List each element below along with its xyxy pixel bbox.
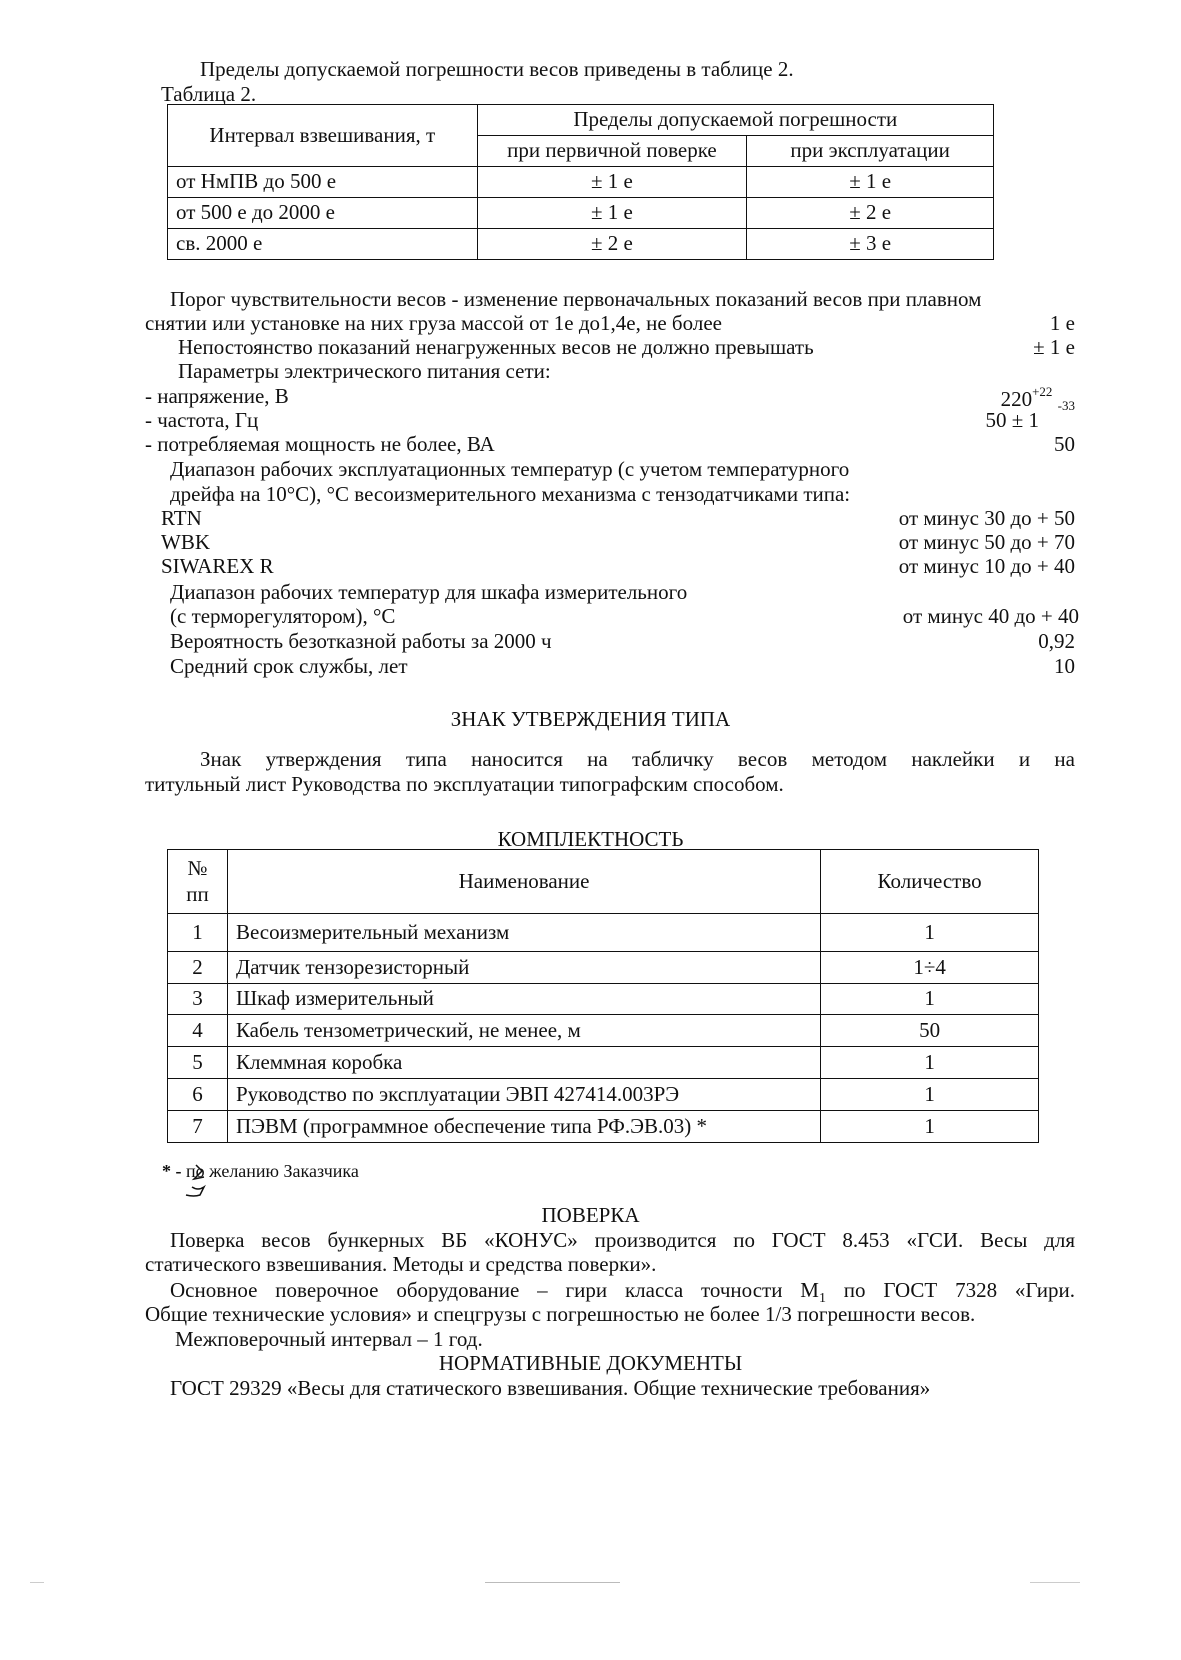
consumption-value: 50 <box>1054 432 1075 456</box>
scan-line-artifact <box>485 1582 620 1583</box>
temp-line2: дрейфа на 10°С), °С весоизмерительного механизма с тензодатчиками типа: <box>170 482 851 506</box>
cabinet-line1: Диапазон рабочих температур для шкафа измерительного <box>170 580 688 604</box>
table2-head-limits: Пределы допускаемой погрешности <box>477 105 993 136</box>
sensor-name: WBK <box>161 530 210 554</box>
reliability-label: Вероятность безотказной работы за 2000 ч <box>170 629 552 653</box>
verification-p1-line1: Поверка весов бункерных ВБ «КОНУС» производится по ГОСТ 8.453 «ГСИ. Весы для <box>170 1228 1075 1252</box>
sensor-name: RTN <box>161 506 202 530</box>
power-title: Параметры электрического питания сети: <box>178 359 551 383</box>
cabinet-value: от минус 40 до + 40 <box>902 604 1079 628</box>
sensor-name: SIWAREX R <box>161 554 274 578</box>
threshold-label: снятии или установке на них груза массой от 1е до1,4е, не более <box>145 311 722 335</box>
verification-heading: ПОВЕРКА <box>541 1203 640 1227</box>
threshold-value: 1 е <box>1049 311 1075 335</box>
table2-primary: ± 1 е <box>477 167 747 198</box>
item-num: 2 <box>168 952 228 984</box>
table2-interval: от 500 е до 2000 е <box>168 198 478 229</box>
item-num: 7 <box>168 1111 228 1143</box>
table2-head-interval: Интервал взвешивания, т <box>168 105 478 167</box>
item-qty: 1 <box>821 1079 1039 1111</box>
table-row <box>168 1111 1039 1143</box>
item-qty: 1 <box>821 914 1039 952</box>
footnote <box>162 1161 359 1183</box>
completeness-head-num: № пп <box>168 850 228 914</box>
item-qty: 1 <box>821 984 1039 1015</box>
sensor-range: от минус 10 до + 40 <box>898 554 1075 578</box>
item-name: Руководство по эксплуатации ЭВП 427414.003РЭ <box>227 1079 820 1111</box>
completeness-head-name: Наименование <box>227 850 820 914</box>
table-row <box>168 1047 1039 1079</box>
table2-head-primary: при первичной поверке <box>477 136 747 167</box>
sensor-row <box>161 506 1075 531</box>
item-qty: 1 <box>821 1111 1039 1143</box>
freq-value: 50 ± 1 <box>985 408 1039 432</box>
table-row <box>168 167 994 198</box>
temp-line1: Диапазон рабочих эксплуатационных температур (с учетом температурного <box>170 457 850 481</box>
table2-primary: ± 2 е <box>477 229 747 260</box>
footnote-text-group <box>186 1161 359 1183</box>
item-num: 4 <box>168 1015 228 1047</box>
voltage-value: 220 <box>1000 387 1033 411</box>
item-num: 1 <box>168 914 228 952</box>
table2-head-operation: при эксплуатации <box>747 136 994 167</box>
verification-p2-a: Основное поверочное оборудование – гири класса точности М <box>170 1278 819 1302</box>
sensor-row <box>161 530 1075 555</box>
table2-caption: Таблица 2. <box>161 82 257 106</box>
instability-row <box>178 335 1075 360</box>
handwritten-mark-icon <box>182 1163 212 1197</box>
table-row <box>168 198 994 229</box>
instability-label: Непостоянство показаний ненагруженных весов не должно превышать <box>178 335 814 359</box>
item-num: 3 <box>168 984 228 1015</box>
table-row <box>168 1015 1039 1047</box>
verification-p2-line2: Общие технические условия» и спецгрузы с погрешностью не более 1/3 погрешности весов. <box>145 1302 976 1326</box>
voltage-plus: +22 <box>1032 384 1053 399</box>
table2-interval: от НмПВ до 500 е <box>168 167 478 198</box>
table2-interval: св. 2000 е <box>168 229 478 260</box>
sensor-range: от минус 50 до + 70 <box>898 530 1075 554</box>
scan-line-artifact <box>30 1582 44 1583</box>
table2-operation: ± 3 е <box>747 229 994 260</box>
consumption-row <box>145 432 1075 457</box>
table-row <box>168 914 1039 952</box>
type-mark-line1: Знак утверждения типа наносится на табличку весов методом наклейки и на <box>200 747 1075 771</box>
lifetime-label: Средний срок службы, лет <box>170 654 408 678</box>
lifetime-row <box>170 654 1075 679</box>
verification-interval: Межповерочный интервал – 1 год. <box>175 1327 483 1351</box>
table-row <box>168 1079 1039 1111</box>
item-qty: 1 <box>821 1047 1039 1079</box>
item-num: 6 <box>168 1079 228 1111</box>
reliability-row <box>170 629 1075 654</box>
sensor-range: от минус 30 до + 50 <box>898 506 1075 530</box>
freq-label: - частота, Гц <box>145 408 259 432</box>
item-qty: 1÷4 <box>821 952 1039 984</box>
voltage-label: - напряжение, В <box>145 384 289 408</box>
reliability-value: 0,92 <box>1038 629 1075 653</box>
table-row <box>168 984 1039 1015</box>
item-qty: 50 <box>821 1015 1039 1047</box>
item-name: Шкаф измерительный <box>227 984 820 1015</box>
sensor-row <box>161 554 1075 579</box>
completeness-head-qty: Количество <box>821 850 1039 914</box>
table2-operation: ± 2 е <box>747 198 994 229</box>
threshold-line1: Порог чувствительности весов - изменение первоначальных показаний весов при плавном <box>170 287 982 311</box>
cabinet-label: (с терморегулятором), °С <box>170 604 396 628</box>
completeness-table <box>167 849 1039 1143</box>
footnote-text: по желанию Заказчика <box>186 1161 359 1181</box>
table2-primary: ± 1 е <box>477 198 747 229</box>
voltage-minus: -33 <box>1057 398 1075 413</box>
item-name: Кабель тензометрический, не менее, м <box>227 1015 820 1047</box>
lifetime-value: 10 <box>1054 654 1075 678</box>
scan-line-artifact <box>1030 1582 1080 1583</box>
item-name: Весоизмерительный механизм <box>227 914 820 952</box>
instability-value: ± 1 е <box>1033 335 1075 359</box>
verification-p2-b: по ГОСТ 7328 «Гири. <box>825 1278 1075 1302</box>
consumption-label: - потребляемая мощность не более, ВА <box>145 432 495 456</box>
table2 <box>167 104 994 260</box>
table2-operation: ± 1 е <box>747 167 994 198</box>
table-row <box>168 229 994 260</box>
item-name: Датчик тензорезисторный <box>227 952 820 984</box>
table-row <box>168 952 1039 984</box>
threshold-row <box>145 311 1075 336</box>
verification-p1-line2: статического взвешивания. Методы и средства поверки». <box>145 1252 657 1276</box>
item-name: ПЭВМ (программное обеспечение типа РФ.ЭВ.03) * <box>227 1111 820 1143</box>
completeness-heading: КОМПЛЕКТНОСТЬ <box>497 827 684 851</box>
verification-p2-sub: 1 <box>818 1291 826 1307</box>
freq-row <box>145 408 1075 433</box>
item-name: Клеммная коробка <box>227 1047 820 1079</box>
type-mark-heading: ЗНАК УТВЕРЖДЕНИЯ ТИПА <box>450 707 731 731</box>
normative-text: ГОСТ 29329 «Весы для статического взвешивания. Общие технические требования» <box>170 1376 931 1400</box>
type-mark-line2: титульный лист Руководства по эксплуатации типографским способом. <box>145 772 784 796</box>
item-num: 5 <box>168 1047 228 1079</box>
footnote-star: * - <box>162 1161 182 1181</box>
intro-text: Пределы допускаемой погрешности весов приведены в таблице 2. <box>200 57 794 81</box>
normative-heading: НОРМАТИВНЫЕ ДОКУМЕНТЫ <box>438 1351 743 1375</box>
cabinet-row <box>170 604 1079 629</box>
